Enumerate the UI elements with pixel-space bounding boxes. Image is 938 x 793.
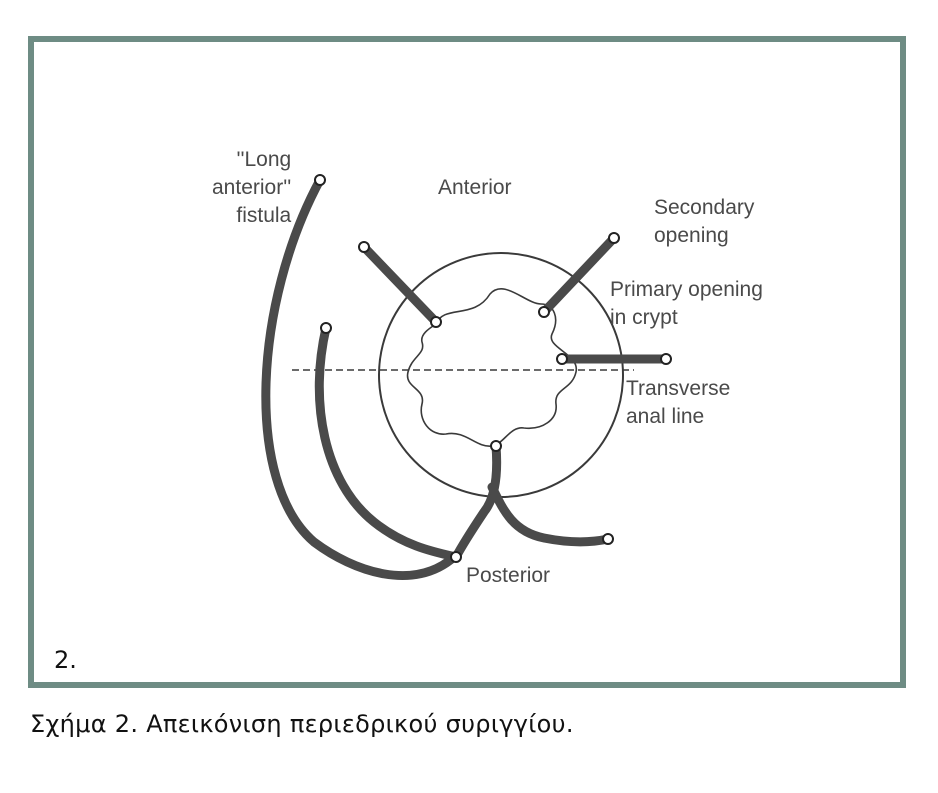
anterior-left-tract — [364, 247, 436, 322]
label-secondary-opening: Secondary opening — [654, 196, 755, 247]
opening-posterior-crypt — [491, 441, 501, 451]
opening-horizontal-left — [557, 354, 567, 364]
caption-text: Απεικόνιση περιεδρικού συριγγίου. — [138, 710, 574, 738]
opening-posterior-left-tract — [321, 323, 331, 333]
caption-prefix: Σχήμα 2. — [30, 710, 139, 738]
opening-anterior-left-outer — [359, 242, 369, 252]
figure-caption — [30, 710, 574, 738]
label-long-anterior-fistula: ''Long anterior'' fistula — [212, 148, 292, 227]
figure-number: 2. — [54, 646, 77, 674]
label-primary-opening: Primary opening in crypt — [610, 278, 763, 329]
opening-long-anterior — [315, 175, 325, 185]
opening-posterior-junction — [451, 552, 461, 562]
posterior-right-branch-tract — [492, 487, 608, 542]
posterior-trunk-tract — [456, 446, 497, 557]
long-anterior-fistula-tract — [266, 180, 454, 576]
label-transverse-anal-line: Transverse anal line — [626, 377, 731, 428]
opening-horizontal-right — [661, 354, 671, 364]
secondary-opening-tract — [544, 238, 614, 312]
posterior-curved-tract — [319, 328, 456, 557]
opening-anterior-left-crypt — [431, 317, 441, 327]
label-posterior: Posterior — [466, 564, 551, 587]
opening-posterior-right — [603, 534, 613, 544]
figure-frame — [28, 36, 906, 688]
label-anterior: Anterior — [438, 176, 512, 199]
opening-primary-crypt — [539, 307, 549, 317]
opening-secondary — [609, 233, 619, 243]
